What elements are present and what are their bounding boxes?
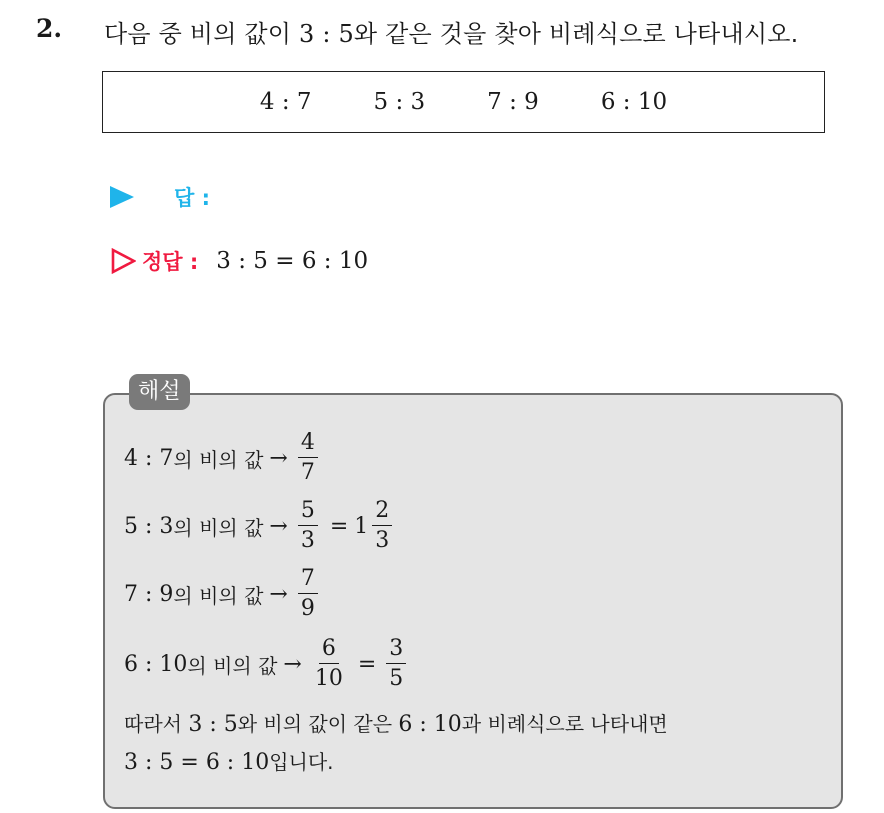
- fraction-numerator: 5: [298, 500, 318, 526]
- solution-value: 3 : 5 = 6 : 10: [216, 248, 369, 274]
- explanation-line-1: [124, 432, 322, 484]
- explanation-equation-line: [124, 746, 334, 775]
- explanation-line-2: [124, 500, 396, 552]
- choice-item: 5 : 3: [373, 89, 426, 115]
- fraction: [372, 500, 392, 552]
- fraction-denominator: 3: [300, 528, 315, 553]
- answer-label: 답 :: [174, 186, 210, 210]
- outline-triangle-icon: [110, 248, 136, 274]
- ratio-value-label: 의 비의 값: [173, 447, 264, 472]
- question-ratio: 3 : 5: [299, 20, 354, 48]
- conclusion-ending: 입니다.: [269, 750, 334, 774]
- conclusion-ratio-1: 3 : 5: [188, 712, 238, 737]
- explanation-tag: 해설: [129, 374, 190, 410]
- ratio-value-label: 의 비의 값: [173, 583, 264, 608]
- fraction-numerator: 6: [319, 638, 339, 664]
- fraction-denominator: 9: [300, 596, 315, 621]
- conclusion-part-2: 와 비의 값이 같은: [237, 712, 393, 736]
- mixed-whole: 1: [354, 513, 369, 539]
- ratio-value-label: 의 비의 값: [187, 653, 278, 678]
- fraction-denominator: 10: [314, 666, 343, 691]
- conclusion-part-3: 과 비례식으로 나타내면: [461, 712, 668, 736]
- arrow: →: [283, 651, 302, 677]
- ratio: 5 : 3: [124, 513, 174, 539]
- fraction-numerator: 4: [298, 432, 318, 458]
- explanation-line-3: [124, 568, 322, 620]
- choices-box: [102, 71, 825, 133]
- ratio-value-label: 의 비의 값: [173, 515, 264, 540]
- fraction: [298, 568, 318, 620]
- arrow: →: [269, 445, 288, 471]
- arrow: →: [269, 581, 288, 607]
- explanation-line-4: [124, 638, 410, 690]
- question-text-pre: 다음 중 비의 값이: [104, 20, 292, 48]
- arrow: →: [269, 513, 288, 539]
- fraction-numerator: 3: [386, 638, 406, 664]
- question-text-post: 와 같은 것을 찾아 비례식으로 나타내시오.: [353, 20, 799, 48]
- fraction-denominator: 3: [375, 528, 390, 553]
- fraction: [312, 638, 346, 690]
- choice-item: 6 : 10: [600, 89, 668, 115]
- explanation-conclusion: [124, 708, 668, 737]
- fraction: [298, 432, 318, 484]
- answer-row: [110, 182, 210, 212]
- fraction-numerator: 2: [372, 500, 392, 526]
- solution-label: 정답 :: [142, 250, 199, 274]
- fraction: [386, 638, 406, 690]
- choice-item: 7 : 9: [487, 89, 539, 115]
- ratio: 4 : 7: [124, 445, 174, 471]
- fraction-numerator: 7: [298, 568, 318, 594]
- fraction: [298, 500, 318, 552]
- equals-sign: =: [357, 651, 377, 677]
- conclusion-ratio-2: 6 : 10: [398, 712, 462, 737]
- conclusion-equation: 3 : 5 = 6 : 10: [124, 750, 270, 775]
- equals-sign: =: [329, 513, 349, 539]
- conclusion-part-1: 따라서: [124, 712, 182, 736]
- solution-row: [110, 246, 368, 276]
- fraction-denominator: 5: [389, 666, 404, 691]
- question-number: 2.: [36, 14, 63, 43]
- choice-item: 4 : 7: [259, 89, 312, 115]
- ratio: 6 : 10: [124, 651, 188, 677]
- ratio: 7 : 9: [124, 581, 174, 607]
- play-triangle-icon: [110, 186, 134, 208]
- question-text: [104, 14, 798, 49]
- fraction-denominator: 7: [300, 460, 315, 485]
